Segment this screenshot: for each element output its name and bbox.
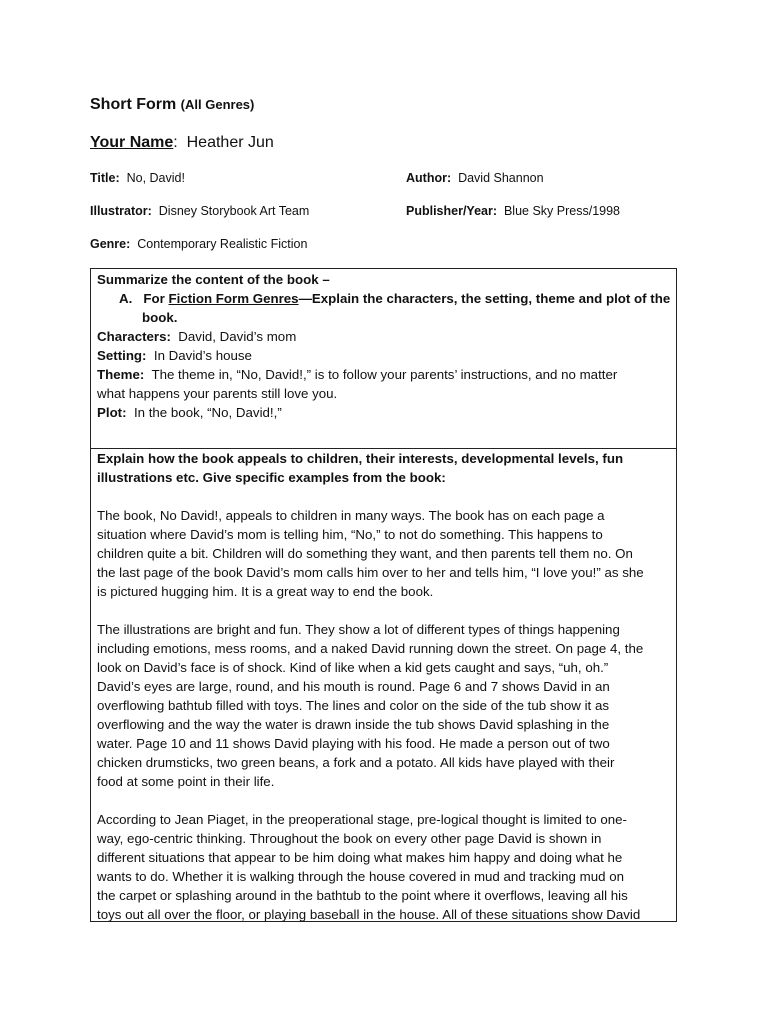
author-field: Author: David Shannon <box>406 171 544 185</box>
plot-line: Plot: In the book, “No, David!,” <box>97 405 282 420</box>
appeal-box <box>90 448 677 922</box>
fiction-form-genres-link: Fiction Form Genres <box>168 291 299 306</box>
publisher-field: Publisher/Year: Blue Sky Press/1998 <box>406 204 621 218</box>
title-field: Title: No, David! <box>90 171 185 185</box>
name-row: Your Name: Heather Jun <box>90 134 274 151</box>
illustrator-value: Disney Storybook Art Team <box>158 204 310 218</box>
summary-heading: Summarize the content of the book – <box>97 272 330 287</box>
appeal-heading-2: illustrations etc. Give specific examples from the book: <box>97 470 446 485</box>
summary-box: Summarize the content of the book – A. For Fiction Form Genres—Explain the characters, the setting, theme and plot of the book. Characters: David, David’s mom Setting: In David’s house Theme: The theme in, “No, David!,” is to follow your parents’ instructions, and no matter what happens your parents still love you. Plot: In the book, “No, David!,” <box>90 268 677 449</box>
setting-line: Setting: In David’s house <box>97 348 252 363</box>
characters-line: Characters: David, David’s mom <box>97 329 297 344</box>
theme-line-cont: what happens your parents still love you. <box>97 386 338 401</box>
summary-item-a: A. For Fiction Form Genres—Explain the characters, the setting, theme and plot of the <box>119 291 671 306</box>
title-value: No, David! <box>126 171 185 185</box>
genre-field: Genre: Contemporary Realistic Fiction <box>90 237 308 251</box>
illustrator-field: Illustrator: Disney Storybook Art Team <box>90 204 310 218</box>
appeal-heading-1: Explain how the book appeals to children, their interests, developmental levels, fun <box>97 451 624 466</box>
appeal-paragraph-2: The illustrations are bright and fun. They show a lot of different types of things happening including emotions, mess rooms, and a naked David running down the street. On page 4, the look on David’s face is of shock. Kind of like when a kid gets caught and says, “uh, oh.” David’s eyes are large, round, and his mouth is round. Page 6 and 7 shows David in an overflowing bathtub filled with toys. The lines and color on the side of the tub show it as overflowing and the way the water is drawn inside the tub shows David splashing in the water. Page 10 and 11 shows David playing with his food. He made a person out of two chicken drumsticks, two green beans, a fork and a potato. All kids have played with their food at some point in their life. <box>97 622 644 789</box>
theme-line: Theme: The theme in, “No, David!,” is to follow your parents’ instructions, and no matter <box>97 367 618 382</box>
appeal-paragraph-1: The book, No David!, appeals to children in many ways. The book has on each page a situation where David’s mom is telling him, “No,” to not do something. This happens to children quite a bit. Children will do something they want, and then parents tell them no. On the last page of the book David’s mom calls him over to her and tells him, “I love you!” as she is pictured hugging him. It is a great way to end the book. <box>97 508 644 599</box>
name-value: Heather Jun <box>186 134 274 151</box>
form-subtitle: (All Genres) <box>180 97 255 112</box>
form-title: Short Form (All Genres) <box>90 96 255 113</box>
appeal-paragraph-3: According to Jean Piaget, in the preoperational stage, pre-logical thought is limited to one- way, ego-centric thinking. Throughout the book on every other page David is shown in different situations that appear to be him doing what makes him happy and doing what he wants to do. Whether it is walking through the house covered in mud and tracking mud on the carpet or splashing around in the bathtub to the point where it overflows, leaving all his toys out all over the floor, or playing baseball in the house. All of these situations show David <box>97 812 641 922</box>
name-label: Your Name <box>90 134 174 151</box>
genre-value: Contemporary Realistic Fiction <box>137 237 308 251</box>
publisher-value: Blue Sky Press/1998 <box>503 204 621 218</box>
author-value: David Shannon <box>458 171 544 185</box>
